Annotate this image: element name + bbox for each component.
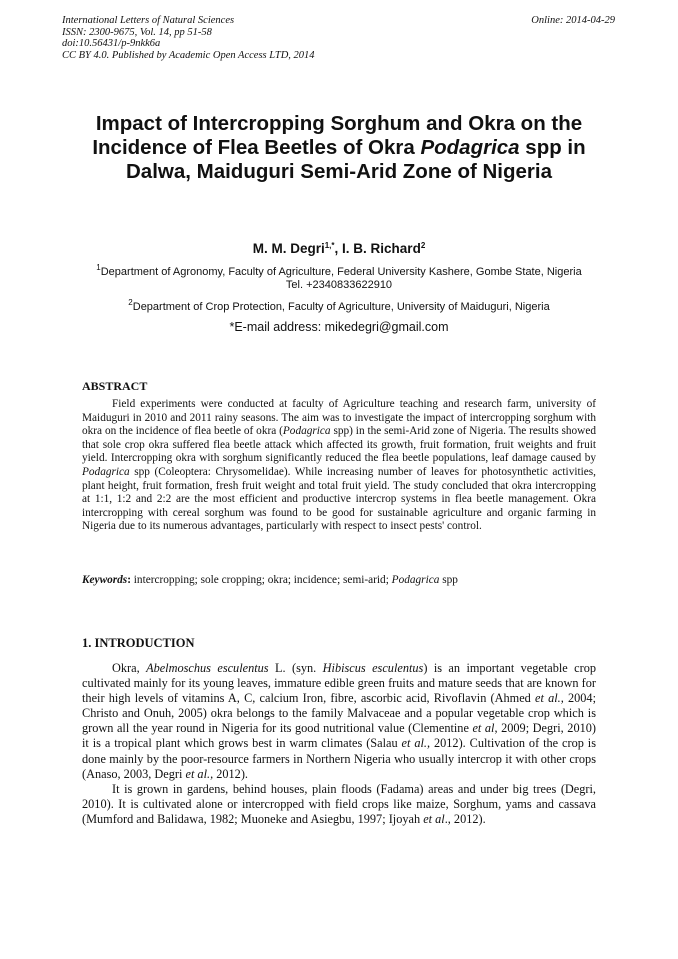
keywords-genus: Podagrica xyxy=(391,574,440,586)
affiliation-2-text: Department of Crop Protection, Faculty of Agriculture, University of Maiduguri, Nigeria xyxy=(132,301,550,313)
keywords-label: Keywords xyxy=(82,574,128,586)
intro-text: ) is an important vegetable crop cultivated mainly for its young leaves, immature edible green fruits and mature seeds that are known for their high levels of vitamins A, C, calcium Iron, fibre, ascorbic acid, Rivoflavin (Ahmed xyxy=(82,661,597,706)
abstract-heading: ABSTRACT xyxy=(82,379,148,393)
intro-text: ., 2012). xyxy=(444,811,486,826)
author-2: I. B. Richard xyxy=(342,241,421,256)
abstract-genus-2: Podagrica xyxy=(82,465,130,478)
paper-title xyxy=(60,112,618,184)
telephone: Tel. +2340833622910 xyxy=(285,279,393,291)
online-date: Online: 2014-04-29 xyxy=(531,15,615,26)
intro-text: Okra, xyxy=(112,661,147,675)
author-2-affiliation-mark: 2 xyxy=(420,241,426,250)
author-list xyxy=(0,241,678,256)
abstract-body xyxy=(82,398,596,534)
author-1: M. M. Degri xyxy=(252,241,325,256)
intro-citation-etal: et al., xyxy=(401,736,431,751)
intro-text: L. (syn. xyxy=(268,661,323,675)
abstract-text-3: spp (Coleoptera: Chrysomelidae). While increasing number of leaves for photosynthetic activities, plant height, fruit formation, fresh fruit weight and total fruit yield. The study concluded that okra intercropping at 1:1, 1:2 and 2:2 are the most efficient and productive intercrop systems in flea beetle management. Okra intercropping with cereal sorghum was found to be good for sustainable agriculture and organic farming in Nigeria due to its numerous advantages, particularly with respect to insect pests' control. xyxy=(82,465,596,533)
abstract-genus-1: Podagrica xyxy=(282,425,331,438)
intro-citation-etal: et al xyxy=(472,721,495,736)
affiliation-2 xyxy=(60,298,618,314)
doi-line: doi:10.56431/p-9nkk6a xyxy=(62,38,161,49)
affiliation-1-mark: 1 xyxy=(96,263,101,272)
author-separator: , xyxy=(334,241,343,256)
introduction-body xyxy=(82,661,596,827)
abstract-text-1: Field experiments were conducted at faculty of Agriculture teaching and research farm, university of Maiduguri in 2010 and 2011 rainy seasons. The aim was to investigate the impact of intercropping sorghum with okra on the incidence of flea beetle of okra ( xyxy=(82,398,596,438)
intro-citation-etal: et al., xyxy=(185,766,214,781)
intro-text: 2012). xyxy=(213,766,248,781)
intro-text: 2012). Cultivation of the crop is done mainly by the poor-resource farmers in Northern Nigeria who usually intercrop it with other crops (Anaso, 2003, Degri xyxy=(82,736,596,781)
author-1-affiliation-mark: 1,* xyxy=(324,241,335,250)
keywords-line xyxy=(82,574,596,586)
affiliation-1-text: Department of Agronomy, Faculty of Agriculture, Federal University Kashere, Gombe State, Nigeria xyxy=(100,266,582,278)
introduction-paragraph-2 xyxy=(82,782,596,827)
title-part-2: spp in Dalwa, Maiduguri Semi-Arid Zone of Nigeria xyxy=(126,136,586,183)
title-part-1: Impact of Intercropping Sorghum and Okra on the Incidence of Flea Beetles of Okra xyxy=(92,112,583,159)
affiliation-1 xyxy=(60,263,618,292)
license-line: CC BY 4.0. Published by Academic Open Access LTD, 2014 xyxy=(62,49,315,61)
keywords-text: intercropping; sole cropping; okra; incidence; semi-arid; xyxy=(130,574,392,586)
intro-species-name: Abelmoschus esculentus xyxy=(146,661,269,675)
email-address: *E-mail address: mikedegri@gmail.com xyxy=(229,320,449,334)
intro-text: 2004; Christo and Onuh, 2005) okra belongs to the family Malvaceae and a popular vegetable crop which is grown all the year round in Nigeria for its good nutritional value (Clementine xyxy=(82,691,596,736)
introduction-heading: 1. INTRODUCTION xyxy=(82,636,195,650)
journal-name: International Letters of Natural Sciences xyxy=(62,15,235,26)
intro-citation-etal: et al xyxy=(423,811,445,826)
issn-line: ISSN: 2300-9675, Vol. 14, pp 51-58 xyxy=(62,26,212,38)
abstract-text-2: spp) in the semi-Arid zone of Nigeria. The results showed that sole crop okra suffered flea beetle attack which affected its growth, fruit formation, fruit weights and fruit yield. Intercropping okra with sorghum significantly reduced the flea beetle populations, leaf damage caused by xyxy=(82,425,596,465)
journal-header xyxy=(62,15,315,61)
affiliation-2-mark: 2 xyxy=(128,298,133,307)
intro-synonym-name: Hibiscus esculentus xyxy=(322,661,424,675)
keywords-tail: spp xyxy=(439,574,458,586)
keywords-colon: : xyxy=(127,574,131,586)
intro-text: It is grown in gardens, behind houses, plain floods (Fadama) areas and under big trees (Degri, 2010). It is cultivated alone or intercropped with field crops like maize, Sorghum, yams and cassava (Mumford and Balidawa, 1982; Muoneke and Asiegbu, 1997; Ijoyah xyxy=(82,781,596,826)
title-genus: Podagrica xyxy=(420,136,520,159)
intro-citation-etal: et al., xyxy=(535,691,564,706)
intro-text: , 2009; Degri, 2010) it is a tropical plant which grows best in warm climates (Salau xyxy=(82,721,596,751)
introduction-paragraph-1 xyxy=(82,661,596,782)
